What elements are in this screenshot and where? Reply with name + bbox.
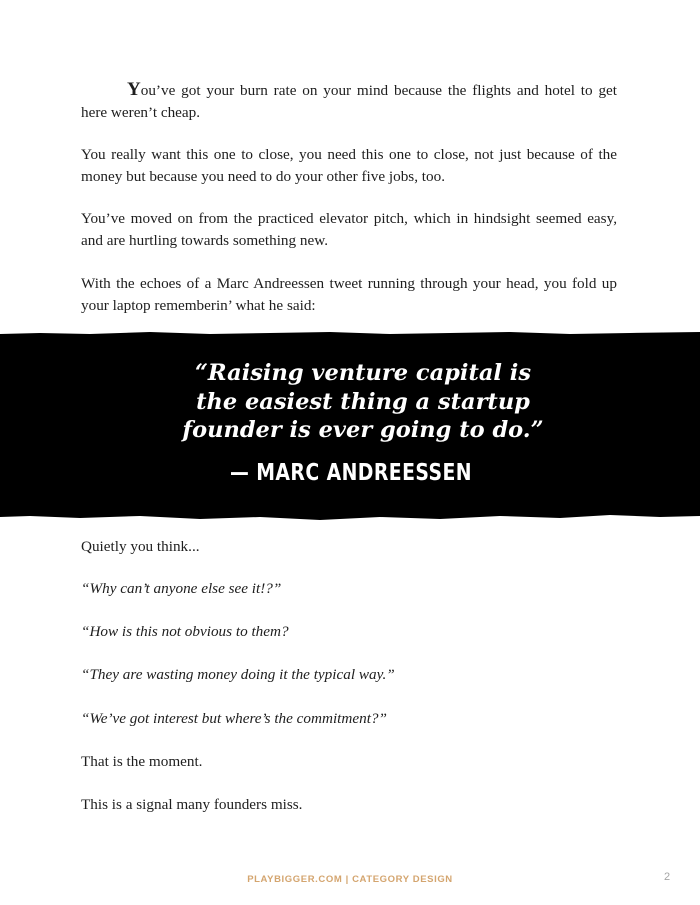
quietly-line: Quietly you think... <box>81 538 200 555</box>
quote-line-1: “Raising venture capital is <box>194 360 532 386</box>
quote-banner <box>0 326 700 526</box>
intro-paragraph-2: You really want this one to close, you need this one to close, not just because of the money but because you need to do your other five jobs, too. <box>81 146 617 185</box>
footer-text: PLAYBIGGER.COM | CATEGORY DESIGN <box>247 874 453 885</box>
intro-paragraph-1 <box>81 79 617 124</box>
thought-3: “They are wasting money doing it the typical way.” <box>81 666 395 683</box>
dropcap: Y <box>127 79 141 100</box>
intro-paragraph-1-text: ou’ve got your burn rate on your mind because the flights and hotel to get here weren’t cheap. <box>81 82 617 121</box>
thought-4: “We’ve got interest but where’s the commitment?” <box>81 710 387 727</box>
moment-line: That is the moment. <box>81 753 203 770</box>
signal-line: This is a signal many founders miss. <box>81 796 303 813</box>
intro-paragraph-3: You’ve moved on from the practiced elevator pitch, which in hindsight seemed easy, and are hurtling towards something new. <box>81 210 617 249</box>
thought-2: “How is this not obvious to them? <box>81 623 289 640</box>
thought-1: “Why can’t anyone else see it!?” <box>81 580 282 597</box>
quote-text <box>0 359 700 445</box>
page-number: 2 <box>664 871 671 883</box>
quote-attribution: — MARC ANDREESSEN <box>230 460 473 486</box>
intro-paragraph-4: With the echoes of a Marc Andreessen tweet running through your head, you fold up your laptop rememberin’ what he said: <box>81 275 617 314</box>
quote-line-3: founder is ever going to do.” <box>182 417 544 443</box>
quote-line-2: the easiest thing a startup <box>196 388 530 415</box>
